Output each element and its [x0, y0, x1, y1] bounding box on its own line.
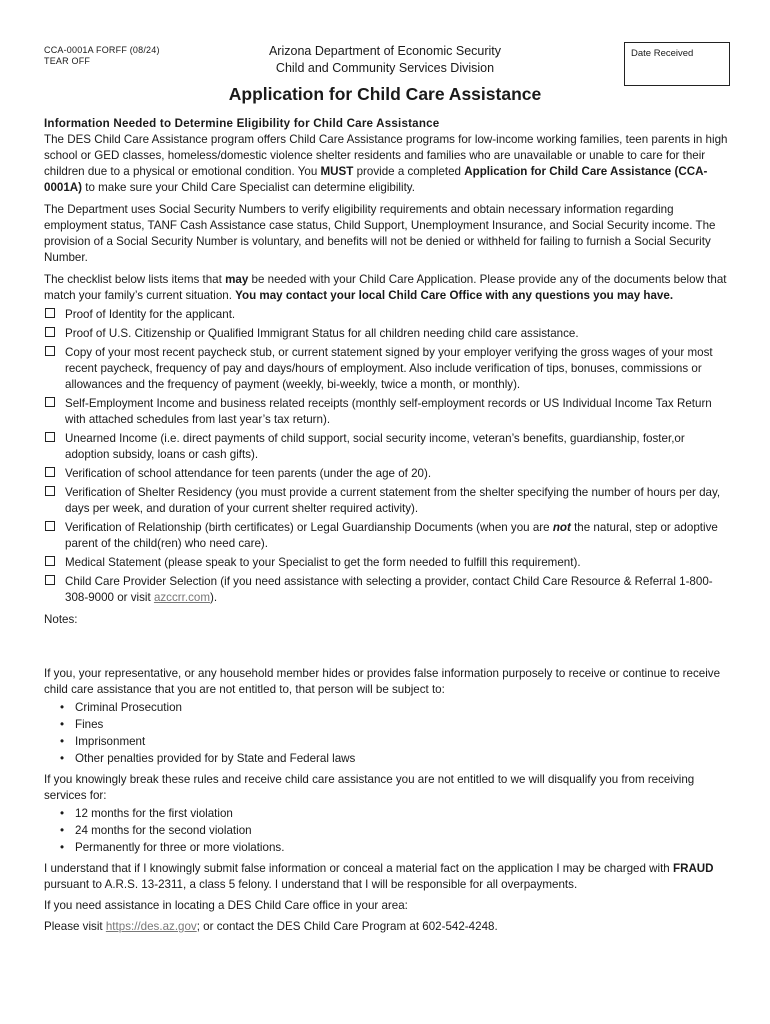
checklist-item — [44, 520, 728, 552]
azccrr-link[interactable]: azccrr.com — [153, 591, 210, 604]
list-item: • Other penalties provided for by State and Federal laws — [44, 750, 728, 767]
checkbox[interactable] — [45, 556, 55, 566]
intro-p3-text-a: The checklist below lists items that — [44, 273, 226, 286]
intro-p1-text-b: provide a completed — [353, 165, 465, 178]
checklist-item — [44, 307, 728, 323]
checkbox[interactable] — [45, 397, 55, 407]
des-website-link[interactable]: https://des.az.gov — [105, 920, 197, 933]
fraud-paragraph-1: If you, your representative, or any household member hides or provides false information purposely to receive or continue to receive child care assistance that you are not entitled to, that person will be subject to: — [44, 667, 721, 696]
checklist-item-text: ). — [209, 591, 218, 604]
form-code-line1: CCA-0001A FORFF (08/24) — [44, 45, 160, 55]
checklist-item — [44, 466, 728, 482]
checkbox[interactable] — [45, 575, 55, 585]
contact-paragraph — [44, 919, 728, 935]
checklist-item — [44, 485, 728, 517]
fraud-paragraph-2: If you knowingly break these rules and receive child care assistance you are not entitled to we will disqualify you from receiving services for: — [44, 773, 695, 802]
contact-text-b: ; or contact the DES Child Care Program at 602-542-4248. — [196, 920, 498, 933]
checklist-item-text: Proof of U.S. Citizenship or Qualified Immigrant Status for all children needing child care assistance. — [65, 327, 579, 340]
checkbox[interactable] — [45, 521, 55, 531]
checklist-item — [44, 431, 728, 463]
form-code — [44, 45, 160, 67]
checklist-item-text: Verification of school attendance for teen parents (under the age of 20). — [65, 467, 432, 480]
list-item: • 24 months for the second violation — [44, 822, 728, 839]
intro-paragraph-2: The Department uses Social Security Numbers to verify eligibility requirements and obtain necessary information regarding employment status, TANF Cash Assistance case status, Child Support, Unemployment Insurance, and Social Security income. The provision of a Social Security Number is voluntary, and benefits will not be denied or withheld for failing to furnish a Social Security Number. — [44, 203, 716, 264]
list-item: • Imprisonment — [44, 733, 728, 750]
checklist-item-text: Copy of your most recent paycheck stub, or current statement signed by your employer verifying the gross wages of your most recent paycheck, frequency of pay and days/hours of employment. Also include verification of tips, bonuses, commissions or allowances and the frequency of payment (weekly, bi-weekly, twice a month, or monthly). — [65, 346, 713, 391]
intro-p1-must: MUST — [320, 165, 354, 178]
checkbox[interactable] — [45, 327, 55, 337]
date-received-box — [624, 42, 730, 86]
intro-paragraph-1 — [44, 132, 728, 196]
intro-p3-contact-note: You may contact your local Child Care Office with any questions you may have. — [235, 289, 674, 302]
fraud-p3-text-a: I understand that if I knowingly submit false information or conceal a material fact on the application I may be charged with — [44, 862, 673, 875]
checklist-item-text: Verification of Shelter Residency (you must provide a current statement from the shelter specifying the number of hours per day, days per week, and duration of your current shelter required activity). — [65, 486, 721, 515]
agency-header — [240, 43, 530, 77]
office-assistance-paragraph: If you need assistance in locating a DES Child Care office in your area: — [44, 899, 408, 912]
checkbox[interactable] — [45, 308, 55, 318]
notes-label: Notes: — [44, 613, 78, 626]
page-title: Application for Child Care Assistance — [228, 84, 542, 104]
penalty-list — [44, 699, 728, 767]
checkbox[interactable] — [45, 486, 55, 496]
checklist-item-text: Proof of Identity for the applicant. — [65, 308, 236, 321]
intro-p1-application-name: Application for Child Care Assistance (CCA-0001A) — [44, 165, 708, 194]
section-heading: Information Needed to Determine Eligibility for Child Care Assistance — [44, 117, 440, 130]
disqualification-list — [44, 805, 728, 856]
checklist-item — [44, 396, 728, 428]
checklist-item-text: Child Care Provider Selection (if you need assistance with selecting a provider, contact Child Care Resource & Referral 1-800-308-9000 or visit — [65, 575, 713, 604]
checkbox[interactable] — [45, 346, 55, 356]
form-code-line2: TEAR OFF — [44, 56, 91, 66]
checklist-item-text: Self-Employment Income and business related receipts (monthly self-employment records or US Individual Income Tax Return with attached schedules from last year’s tax return). — [65, 397, 712, 426]
intro-p3-may: may — [225, 273, 249, 286]
intro-paragraph-3 — [44, 272, 728, 304]
intro-p1-text-c: to make sure your Child Care Specialist can determine eligibility. — [82, 181, 415, 194]
list-item: • Permanently for three or more violations. — [44, 839, 728, 856]
list-item: • Criminal Prosecution — [44, 699, 728, 716]
division-name: Child and Community Services Division — [275, 61, 495, 75]
checkbox[interactable] — [45, 432, 55, 442]
list-item: • Fines — [44, 716, 728, 733]
date-received-label: Date Received — [631, 48, 694, 59]
document-checklist — [44, 307, 728, 606]
checklist-item-text: Unearned Income (i.e. direct payments of child support, social security income, veteran’s benefits, guardianship, foster,or adoption subsidy, loans or cash gifts). — [65, 432, 685, 461]
intro-p3-text-b: be needed with your Child Care Application. Please provide any of the documents below that match your family’s current situation. — [44, 273, 727, 302]
checklist-item — [44, 345, 728, 393]
fraud-p3-text-b: pursuant to A.R.S. 13-2311, a class 5 felony. I understand that I will be responsible for all overpayments. — [44, 878, 578, 891]
checklist-item-text: Verification of Relationship (birth certificates) or Legal Guardianship Documents (when you are — [65, 521, 553, 534]
fraud-word: FRAUD — [672, 862, 714, 875]
checklist-item — [44, 326, 728, 342]
checkbox[interactable] — [45, 467, 55, 477]
document-body — [44, 116, 728, 935]
contact-text-a: Please visit — [44, 920, 106, 933]
agency-name: Arizona Department of Economic Security — [268, 44, 502, 58]
list-item: • 12 months for the first violation — [44, 805, 728, 822]
checklist-item — [44, 574, 728, 606]
intro-p1-text-a: The DES Child Care Assistance program offers Child Care Assistance programs for low-income working families, teen parents in high school or GED classes, homeless/domestic violence shelter residents and families who are unavailable or unable to care for their children due to a physical or emotional condition. You — [44, 133, 728, 178]
checklist-item-emphasis: not — [552, 521, 571, 534]
checklist-item-text: Medical Statement (please speak to your Specialist to get the form needed to fulfill this requirement). — [65, 556, 581, 569]
fraud-paragraph-3 — [44, 861, 728, 893]
checklist-item — [44, 555, 728, 571]
checklist-item-text: the natural, step or adoptive parent of the child(ren) who need care). — [65, 521, 718, 550]
